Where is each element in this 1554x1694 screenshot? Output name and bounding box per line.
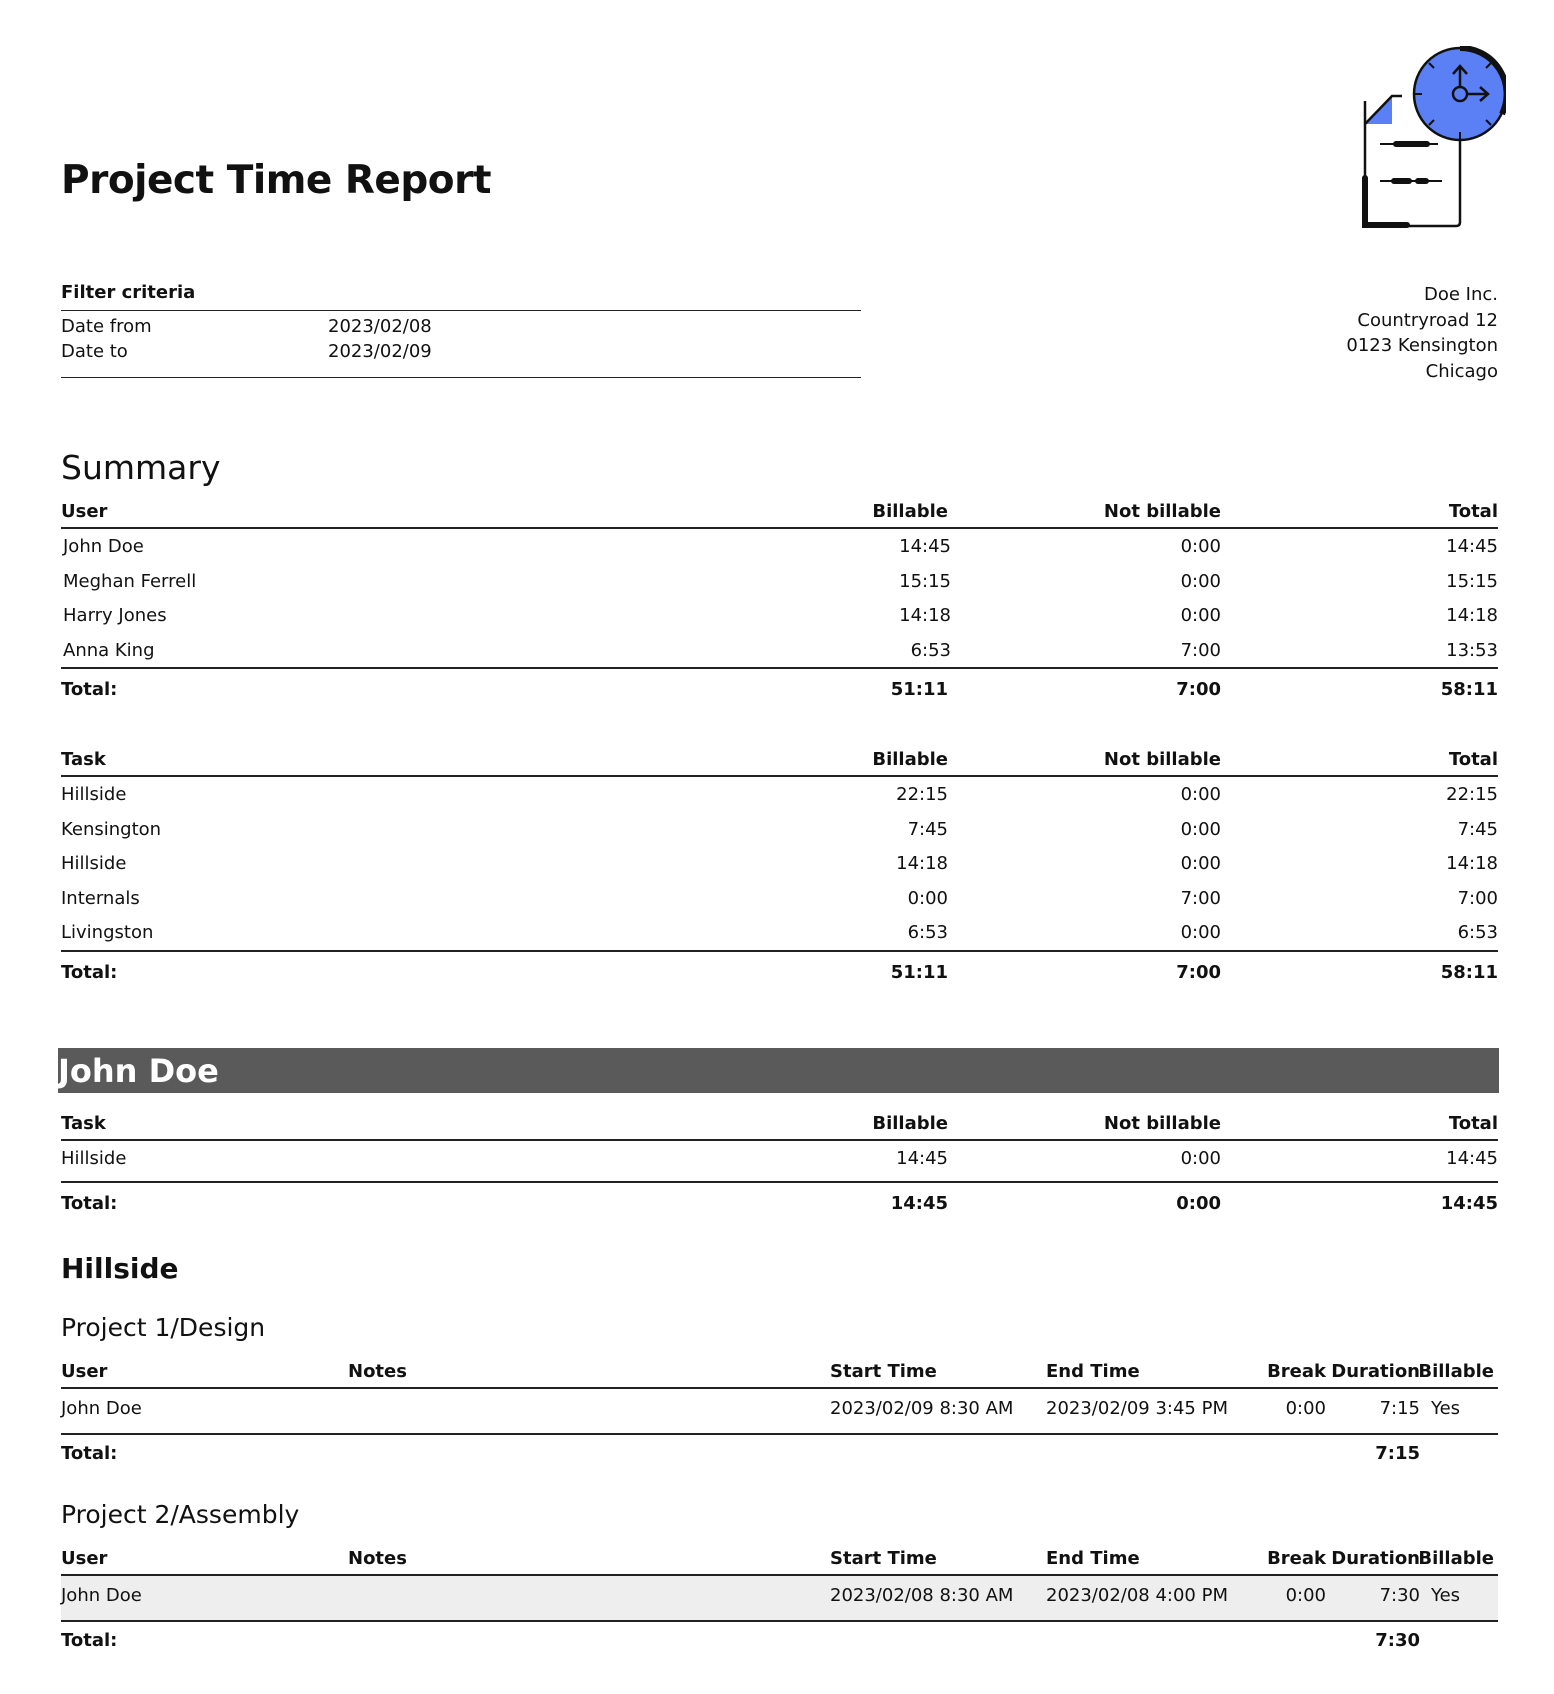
cell-name: Kensington xyxy=(61,818,162,840)
cell-total: 13:53 xyxy=(1446,639,1498,661)
col-billable: Billable xyxy=(1418,1548,1494,1569)
cell-name: Harry Jones xyxy=(63,605,167,626)
report-title: Project Time Report xyxy=(61,158,491,203)
table-row xyxy=(61,564,1498,599)
cell-not-billable: 0:00 xyxy=(1180,536,1221,557)
cell-user: John Doe xyxy=(61,1585,142,1606)
user-section-header xyxy=(58,1048,1499,1093)
company-postal-city: 0123 Kensington xyxy=(1346,335,1498,356)
col-billable: Billable xyxy=(1418,1361,1494,1382)
cell-break: 0:00 xyxy=(1285,1585,1326,1606)
total-not-billable: 0:00 xyxy=(1176,1193,1221,1214)
user-tasks-table xyxy=(61,1109,1498,1225)
company-city: Chicago xyxy=(1425,360,1498,382)
cell-name: Meghan Ferrell xyxy=(63,570,197,592)
total-label: Total: xyxy=(61,961,118,983)
col-user: User xyxy=(61,501,108,522)
filter-criteria xyxy=(61,282,861,378)
table-header xyxy=(61,497,1498,529)
col-not-billable: Not billable xyxy=(1103,1113,1221,1134)
cell-not-billable: 7:00 xyxy=(1180,887,1221,909)
col-end-time: End Time xyxy=(1046,1548,1140,1569)
cell-total: 14:18 xyxy=(1446,605,1498,626)
col-start-time: Start Time xyxy=(830,1548,937,1569)
total-not-billable: 7:00 xyxy=(1176,961,1221,983)
cell-name: Anna King xyxy=(63,639,155,661)
time-entries-table xyxy=(61,1544,1498,1658)
cell-break: 0:00 xyxy=(1285,1398,1326,1419)
total-label: Total: xyxy=(61,1193,118,1214)
col-billable: Billable xyxy=(872,749,948,770)
cell-total: 22:15 xyxy=(1446,784,1498,805)
summary-heading: Summary xyxy=(61,448,221,487)
project-heading: Project 1/Design xyxy=(61,1313,266,1342)
task-heading: Hillside xyxy=(61,1252,179,1285)
user-section-name: John Doe xyxy=(58,1052,219,1090)
cell-duration: 7:30 xyxy=(1379,1585,1420,1606)
col-duration: Duration xyxy=(1331,1361,1420,1382)
filter-label: Date to xyxy=(61,341,128,362)
cell-total: 15:15 xyxy=(1446,570,1498,592)
total-duration: 7:15 xyxy=(1375,1443,1420,1464)
cell-billable: 14:18 xyxy=(899,605,951,626)
table-row xyxy=(61,1141,1498,1181)
cell-start-time: 2023/02/08 8:30 AM xyxy=(830,1585,1014,1606)
cell-duration: 7:15 xyxy=(1379,1398,1420,1419)
cell-name: Hillside xyxy=(61,853,127,874)
table-total-row xyxy=(61,1181,1498,1225)
filter-value: 2023/02/08 xyxy=(328,316,432,337)
table-row xyxy=(61,881,1498,916)
table-row xyxy=(61,915,1498,950)
filter-row-date-to xyxy=(61,341,861,366)
cell-billable: 6:53 xyxy=(907,922,948,943)
company-address xyxy=(1346,282,1498,384)
cell-billable: 0:00 xyxy=(907,887,948,909)
table-total-row xyxy=(61,950,1498,994)
col-task: Task xyxy=(61,1113,106,1134)
summary-tasks-table xyxy=(61,745,1498,994)
col-end-time: End Time xyxy=(1046,1361,1140,1382)
table-header xyxy=(61,1357,1498,1389)
cell-total: 6:53 xyxy=(1457,922,1498,943)
table-row xyxy=(61,633,1498,668)
cell-name: Hillside xyxy=(61,1148,127,1169)
cell-not-billable: 0:00 xyxy=(1180,570,1221,592)
col-break: Break xyxy=(1267,1548,1326,1569)
table-row xyxy=(61,529,1498,564)
cell-name: John Doe xyxy=(63,536,144,557)
cell-total: 14:45 xyxy=(1446,536,1498,557)
col-start-time: Start Time xyxy=(830,1361,937,1382)
table-header xyxy=(61,1109,1498,1141)
filter-row-date-from xyxy=(61,316,861,341)
cell-not-billable: 0:00 xyxy=(1180,853,1221,874)
cell-end-time: 2023/02/09 3:45 PM xyxy=(1046,1398,1228,1419)
cell-billable: 22:15 xyxy=(896,784,948,805)
cell-billable: 6:53 xyxy=(910,639,951,661)
table-row xyxy=(61,777,1498,812)
cell-total: 14:45 xyxy=(1446,1148,1498,1169)
col-billable: Billable xyxy=(872,1113,948,1134)
cell-not-billable: 0:00 xyxy=(1180,922,1221,943)
cell-user: John Doe xyxy=(61,1398,142,1419)
table-row xyxy=(61,598,1498,633)
col-break: Break xyxy=(1267,1361,1326,1382)
table-total-row xyxy=(61,1620,1498,1658)
table-total-row xyxy=(61,1433,1498,1471)
cell-start-time: 2023/02/09 8:30 AM xyxy=(830,1398,1014,1419)
total-total: 58:11 xyxy=(1440,961,1498,983)
col-total: Total xyxy=(1448,749,1498,770)
cell-not-billable: 0:00 xyxy=(1180,818,1221,840)
total-total: 14:45 xyxy=(1440,1193,1498,1214)
table-row xyxy=(61,1389,1498,1433)
col-billable: Billable xyxy=(872,501,948,522)
cell-total: 14:18 xyxy=(1446,853,1498,874)
col-duration: Duration xyxy=(1331,1548,1420,1569)
cell-total: 7:45 xyxy=(1457,818,1498,840)
project-heading: Project 2/Assembly xyxy=(61,1500,300,1529)
total-total: 58:11 xyxy=(1440,679,1498,700)
company-name: Doe Inc. xyxy=(1423,284,1498,305)
time-entries-table xyxy=(61,1357,1498,1471)
table-header xyxy=(61,745,1498,777)
table-header xyxy=(61,1544,1498,1576)
total-billable: 51:11 xyxy=(890,961,948,983)
col-user: User xyxy=(61,1361,108,1382)
total-label: Total: xyxy=(61,679,118,700)
total-billable: 51:11 xyxy=(890,679,948,700)
table-row xyxy=(61,846,1498,881)
table-total-row xyxy=(61,667,1498,711)
total-not-billable: 7:00 xyxy=(1176,679,1221,700)
col-not-billable: Not billable xyxy=(1103,749,1221,770)
cell-billable: 15:15 xyxy=(899,570,951,592)
cell-billable: 14:18 xyxy=(896,853,948,874)
document-clock-icon xyxy=(1330,46,1506,252)
total-label: Total: xyxy=(61,1630,118,1651)
cell-end-time: 2023/02/08 4:00 PM xyxy=(1046,1585,1228,1606)
cell-not-billable: 0:00 xyxy=(1180,1148,1221,1169)
total-duration: 7:30 xyxy=(1375,1630,1420,1651)
table-row xyxy=(61,1576,1498,1620)
cell-billable: Yes xyxy=(1431,1398,1461,1419)
filter-label: Date from xyxy=(61,316,152,337)
cell-not-billable: 0:00 xyxy=(1180,784,1221,805)
cell-billable: Yes xyxy=(1431,1585,1461,1606)
table-row xyxy=(61,812,1498,847)
col-task: Task xyxy=(61,749,106,770)
col-not-billable: Not billable xyxy=(1103,501,1221,522)
summary-users-table xyxy=(61,497,1498,711)
cell-name: Internals xyxy=(61,887,140,909)
cell-total: 7:00 xyxy=(1457,887,1498,909)
cell-not-billable: 0:00 xyxy=(1180,605,1221,626)
cell-billable: 7:45 xyxy=(907,818,948,840)
company-street: Countryroad 12 xyxy=(1357,309,1498,331)
cell-name: Livingston xyxy=(61,922,154,943)
col-user: User xyxy=(61,1548,108,1569)
col-total: Total xyxy=(1448,501,1498,522)
total-billable: 14:45 xyxy=(890,1193,948,1214)
col-notes: Notes xyxy=(348,1548,407,1569)
col-notes: Notes xyxy=(348,1361,407,1382)
total-label: Total: xyxy=(61,1443,118,1464)
cell-billable: 14:45 xyxy=(899,536,951,557)
filter-value: 2023/02/09 xyxy=(328,341,432,362)
filter-heading: Filter criteria xyxy=(61,282,196,303)
cell-name: Hillside xyxy=(61,784,127,805)
cell-not-billable: 7:00 xyxy=(1180,639,1221,661)
col-total: Total xyxy=(1448,1113,1498,1134)
cell-billable: 14:45 xyxy=(896,1148,948,1169)
